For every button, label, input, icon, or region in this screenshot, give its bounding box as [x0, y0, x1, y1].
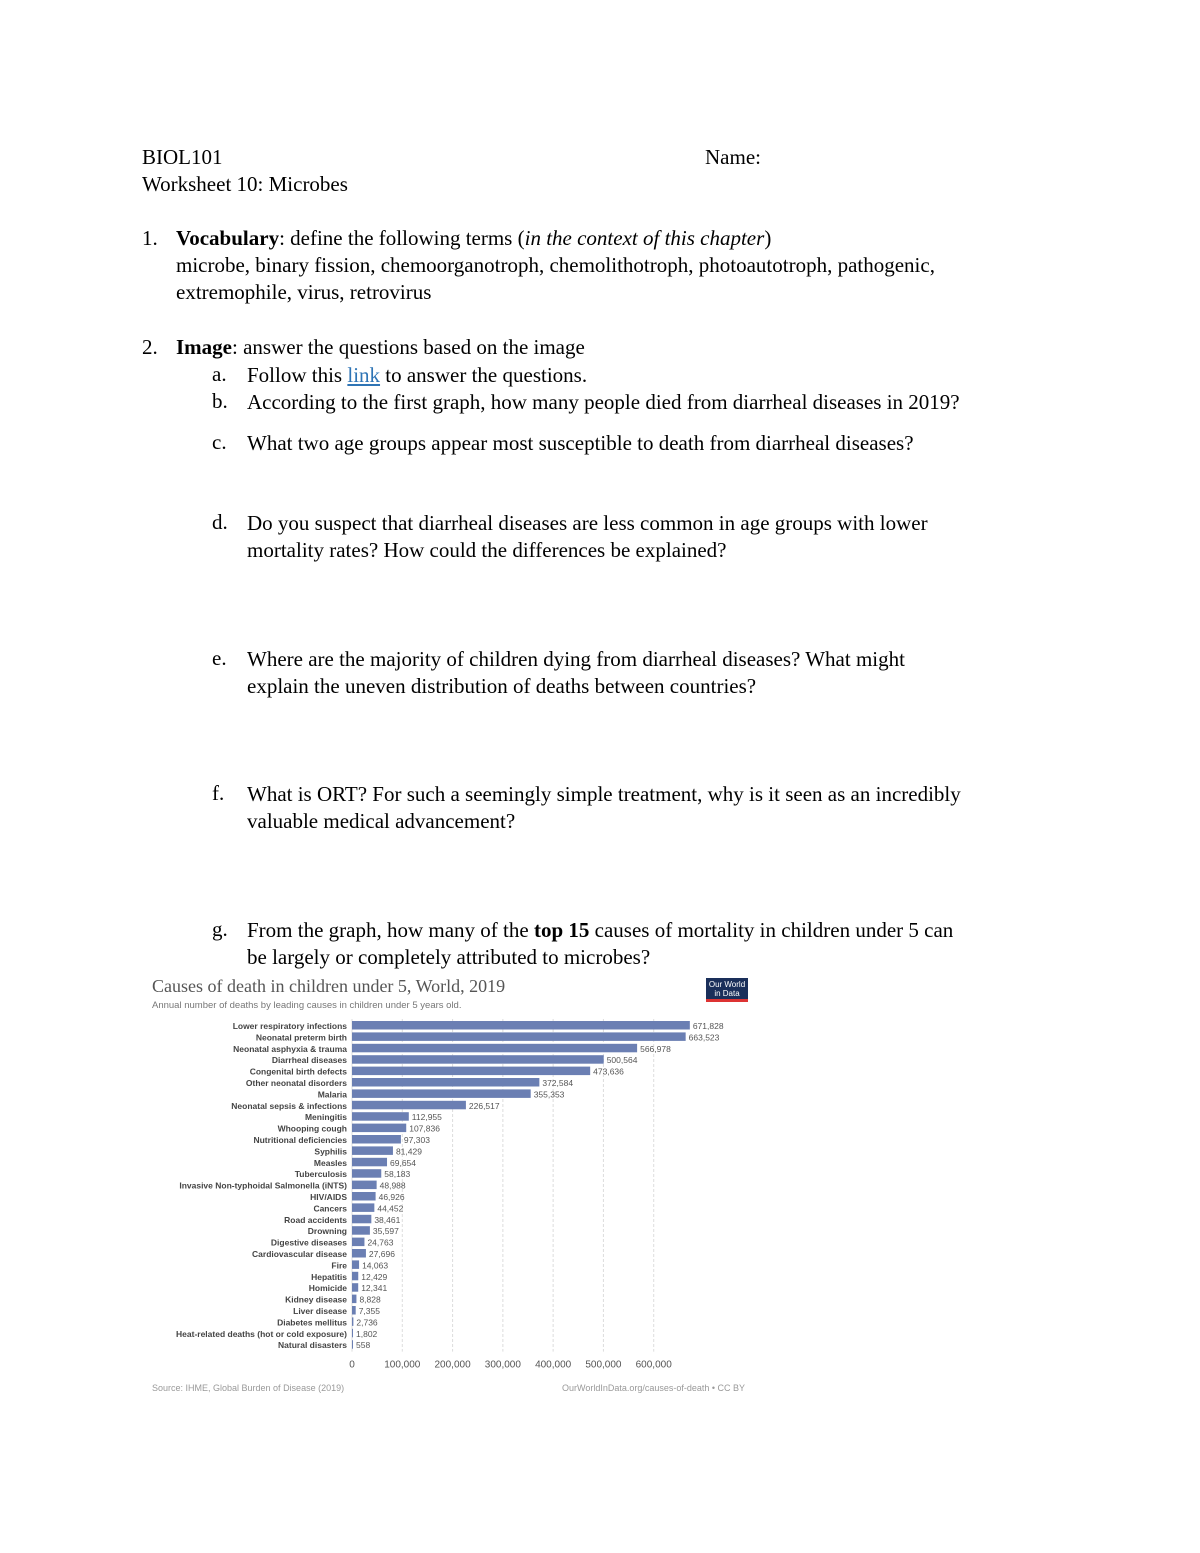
- category-label: Kidney disease: [285, 1294, 347, 1305]
- category-label: Diarrheal diseases: [271, 1055, 347, 1066]
- q2e-label: e.: [212, 646, 227, 670]
- value-label: 97,303: [403, 1135, 430, 1145]
- q2-heading: Image: [176, 335, 232, 359]
- category-label: Neonatal sepsis & infections: [231, 1100, 347, 1111]
- value-label: 35,597: [372, 1226, 399, 1237]
- category-label: Measles: [313, 1157, 347, 1168]
- bar: [352, 1181, 377, 1190]
- q2d-line2: mortality rates? How could the differences be explained?: [247, 538, 727, 562]
- category-label: Neonatal asphyxia & trauma: [233, 1043, 347, 1054]
- category-label: Invasive Non-typhoidal Salmonella (iNTS): [179, 1180, 347, 1191]
- bar: [352, 1158, 387, 1167]
- category-label: Cardiovascular disease: [252, 1249, 347, 1259]
- q2a-post: to answer the questions.: [380, 363, 588, 387]
- q2c-text: What two age groups appear most susceptible to death from diarrheal diseases?: [247, 431, 914, 455]
- q2a-pre: Follow this: [247, 363, 348, 387]
- q2g-line2: be largely or completely attributed to microbes?: [247, 945, 651, 969]
- chart-source: Source: IHME, Global Burden of Disease (2019): [152, 1383, 345, 1393]
- course-code: BIOL101: [142, 145, 223, 169]
- q2f-line1: What is ORT? For such a seemingly simple treatment, why is it seen as an incredibly: [247, 782, 961, 806]
- q1-number: 1.: [142, 226, 158, 250]
- x-tick-label: 100,000: [384, 1359, 421, 1371]
- category-label: Hepatitis: [311, 1271, 347, 1282]
- bar: [352, 1055, 604, 1064]
- q2a-text: [247, 362, 587, 389]
- bar: [352, 1112, 409, 1121]
- q1-prompt: [176, 226, 771, 251]
- q2e-line2: explain the uneven distribution of deaths between countries?: [247, 674, 757, 698]
- category-label: Fire: [331, 1260, 347, 1271]
- q2g-label: g.: [212, 917, 228, 941]
- q2f-label: f.: [212, 781, 225, 805]
- x-tick-label: 500,000: [585, 1359, 622, 1371]
- q2g-post: causes of mortality in children under 5 can: [589, 918, 954, 942]
- q1-intro-a: : define the following terms (: [279, 226, 525, 250]
- value-label: 69,654: [390, 1157, 417, 1168]
- category-label: Diabetes mellitus: [277, 1317, 347, 1328]
- bar: [352, 1295, 356, 1304]
- q2g-pre: From the graph, how many of the: [247, 918, 534, 942]
- chart-title: Causes of death in children under 5, World, 2019: [152, 976, 506, 996]
- bar: [352, 1146, 393, 1155]
- q2-prompt: [176, 335, 585, 360]
- value-label: 14,063: [362, 1260, 389, 1271]
- q2g-line1: [247, 917, 953, 944]
- category-label: Nutritional deficiencies: [253, 1135, 347, 1145]
- bar: [352, 1249, 366, 1258]
- value-label: 44,452: [377, 1203, 404, 1214]
- category-label: HIV/AIDS: [310, 1192, 347, 1202]
- value-label: 38,461: [374, 1214, 401, 1225]
- category-label: Lower respiratory infections: [232, 1021, 347, 1031]
- bar: [352, 1169, 381, 1178]
- category-label: Malaria: [317, 1089, 347, 1100]
- value-label: 473,636: [593, 1066, 624, 1077]
- q2f-line2: valuable medical advancement?: [247, 809, 516, 833]
- category-label: Digestive diseases: [270, 1237, 347, 1248]
- category-label: Homicide: [308, 1283, 347, 1294]
- bar: [352, 1021, 690, 1030]
- category-label: Road accidents: [284, 1214, 347, 1225]
- bar: [352, 1203, 374, 1212]
- q1-intro-b: ): [764, 226, 772, 250]
- value-label: 372,584: [542, 1078, 574, 1088]
- bar: [352, 1192, 376, 1201]
- q2g-bold: top 15: [533, 918, 590, 942]
- bar: [352, 1135, 401, 1144]
- value-label: 663,523: [688, 1032, 720, 1043]
- bar: [352, 1272, 358, 1281]
- category-label: Neonatal preterm birth: [255, 1032, 347, 1043]
- category-label: Natural disasters: [278, 1340, 347, 1351]
- bar: [352, 1067, 590, 1076]
- chart-url: OurWorldInData.org/causes-of-death • CC BY: [562, 1383, 746, 1393]
- value-label: 12,429: [361, 1271, 388, 1282]
- value-label: 558: [356, 1340, 371, 1351]
- category-label: Congenital birth defects: [249, 1066, 347, 1077]
- x-tick-label: 600,000: [635, 1359, 672, 1371]
- value-label: 58,183: [384, 1169, 411, 1180]
- bar: [352, 1215, 371, 1224]
- value-label: 355,353: [533, 1089, 565, 1100]
- bar: [352, 1260, 359, 1269]
- value-label: 107,836: [409, 1123, 440, 1134]
- q2d-label: d.: [212, 510, 228, 534]
- bar: [352, 1078, 539, 1087]
- bar: [352, 1306, 356, 1315]
- value-label: 7,355: [358, 1306, 380, 1316]
- q2-number: 2.: [142, 335, 158, 359]
- x-tick-label: 400,000: [535, 1359, 572, 1371]
- bar: [352, 1283, 358, 1292]
- value-label: 112,955: [411, 1112, 442, 1123]
- category-label: Syphilis: [314, 1146, 347, 1157]
- x-tick-label: 200,000: [434, 1359, 471, 1371]
- owid-logo: Our World in Data: [706, 978, 748, 1002]
- q2b-label: b.: [212, 389, 228, 413]
- value-label: 24,763: [367, 1237, 394, 1248]
- category-label: Cancers: [313, 1203, 347, 1214]
- q2d-line1: Do you suspect that diarrheal diseases are less common in age groups with lower: [247, 511, 928, 535]
- bar: [352, 1101, 466, 1110]
- bar: [352, 1124, 406, 1133]
- value-label: 500,564: [606, 1055, 638, 1066]
- q1-terms-line2: extremophile, virus, retrovirus: [176, 280, 432, 304]
- x-tick-label: 300,000: [484, 1359, 521, 1371]
- name-label: Name:: [705, 145, 761, 169]
- bar: [352, 1032, 686, 1041]
- value-label: 226,517: [468, 1100, 500, 1111]
- causes-of-death-chart: [142, 970, 762, 1400]
- category-label: Drowning: [307, 1226, 347, 1237]
- value-label: 671,828: [692, 1021, 724, 1031]
- bar: [352, 1089, 531, 1098]
- q2-intro: : answer the questions based on the image: [232, 335, 585, 359]
- worksheet-title: Worksheet 10: Microbes: [142, 172, 348, 196]
- value-label: 566,978: [640, 1043, 671, 1054]
- q1-italic: in the context of this chapter: [524, 226, 765, 250]
- bar: [352, 1329, 353, 1338]
- bar: [352, 1317, 353, 1326]
- bar: [352, 1226, 370, 1235]
- bar: [352, 1238, 364, 1247]
- category-label: Liver disease: [293, 1306, 347, 1316]
- value-label: 27,696: [368, 1249, 395, 1259]
- chart-plot: [142, 970, 762, 1380]
- value-label: 2,736: [356, 1317, 378, 1328]
- value-label: 12,341: [361, 1283, 388, 1294]
- category-label: Heat-related deaths (hot or cold exposure): [176, 1328, 347, 1339]
- category-label: Whooping cough: [277, 1123, 347, 1134]
- value-label: 48,988: [379, 1180, 406, 1191]
- q2a-label: a.: [212, 362, 227, 386]
- bar: [352, 1044, 637, 1053]
- q1-heading: Vocabulary: [176, 226, 280, 250]
- value-label: 81,429: [395, 1146, 422, 1157]
- q2b-text: According to the first graph, how many people died from diarrheal diseases in 2019?: [247, 390, 960, 414]
- x-tick-label: 0: [349, 1359, 355, 1371]
- q2e-line1: Where are the majority of children dying from diarrheal diseases? What might: [247, 647, 905, 671]
- worksheet-link[interactable]: link: [347, 363, 381, 387]
- bar: [352, 1340, 353, 1349]
- value-label: 1,802: [356, 1328, 378, 1339]
- value-label: 46,926: [378, 1192, 405, 1202]
- chart-subtitle: Annual number of deaths by leading causes in children under 5 years old.: [152, 1000, 462, 1011]
- value-label: 8,828: [359, 1294, 381, 1305]
- q2c-label: c.: [212, 430, 227, 454]
- category-label: Tuberculosis: [294, 1169, 347, 1180]
- category-label: Other neonatal disorders: [245, 1078, 347, 1088]
- category-label: Meningitis: [304, 1112, 347, 1123]
- q1-terms-line1: microbe, binary fission, chemoorganotroph, chemolithotroph, photoautotroph, pathogenic,: [176, 253, 935, 277]
